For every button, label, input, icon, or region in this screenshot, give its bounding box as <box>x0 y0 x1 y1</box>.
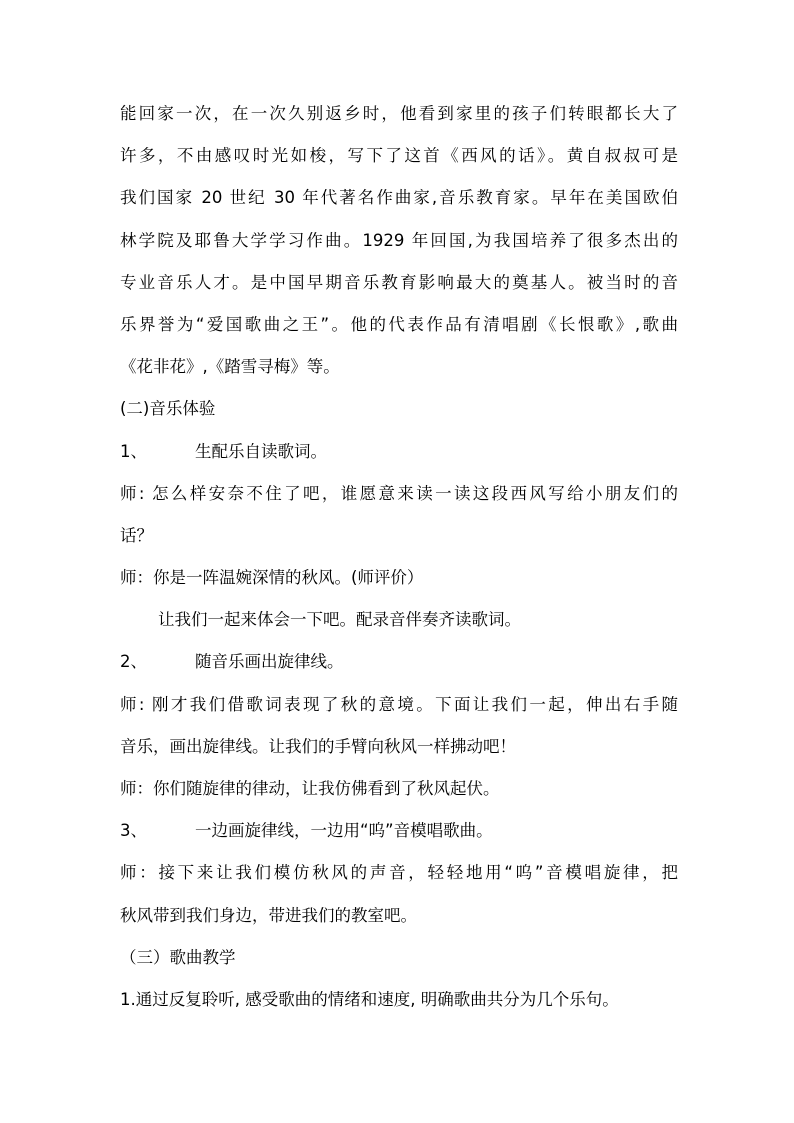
step-text: 一边画旋律线，一边用“呜”音模唱歌曲。 <box>195 821 493 841</box>
teacher-paragraph <box>120 852 678 936</box>
paragraph-line: 我们国家 20 世纪 30 年代著名作曲家,音乐教育家。早年在美国欧伯 <box>120 188 678 208</box>
step-number: 3、 <box>120 821 147 841</box>
step-number: 2、 <box>120 652 147 672</box>
paragraph-line: 话？ <box>120 525 153 545</box>
paragraph-line: 师: 刚才我们借歌词表现了秋的意境。下面让我们一起，伸出右手随 <box>120 694 678 714</box>
paragraph-line: 许多，不由感叹时光如梭，写下了这首《西风的话》。黄自叔叔可是 <box>120 146 678 166</box>
intro-paragraph <box>120 93 678 388</box>
step-1 <box>120 431 678 473</box>
step-number: 1、 <box>120 441 147 461</box>
paragraph-line: 乐界誉为“爱国歌曲之王”。他的代表作品有清唱剧《长恨歌》,歌曲 <box>120 314 678 334</box>
paragraph-line: 《花非花》,《踏雪寻梅》等。 <box>120 357 340 377</box>
step-text: 生配乐自读歌词。 <box>195 441 327 461</box>
teacher-line: 师：你们随旋律的律动，让我仿佛看到了秋风起伏。 <box>120 779 500 798</box>
paragraph-line: 音乐，画出旋律线。让我们的手臂向秋风一样拂动吧！ <box>120 736 516 756</box>
paragraph-line: 专业音乐人才。是中国早期音乐教育影响最大的奠基人。被当时的音 <box>120 272 678 292</box>
paragraph-line: 秋风带到我们身边，带进我们的教室吧。 <box>120 905 417 925</box>
teacher-paragraph <box>120 684 678 768</box>
step-3 <box>120 810 678 852</box>
paragraph-line: 林学院及耶鲁大学学习作曲。1929 年回国,为我国培养了很多杰出的 <box>120 230 678 250</box>
step-text: 随音乐画出旋律线。 <box>195 652 344 672</box>
teacher-line: 师：你是一阵温婉深情的秋风。(师评价） <box>120 568 424 588</box>
paragraph-line: 能回家一次，在一次久别返乡时，他看到家里的孩子们转眼都长大了 <box>120 104 678 123</box>
teacher-paragraph <box>120 473 678 557</box>
paragraph-line: 师: 怎么样安奈不住了吧，谁愿意来读一读这段西风写给小朋友们的 <box>120 483 678 503</box>
step-2 <box>120 641 678 683</box>
document-body <box>120 93 678 1021</box>
numbered-item: 1.通过反复聆听, 感受歌曲的情绪和速度, 明确歌曲共分为几个乐句。 <box>120 989 619 1009</box>
indented-line: 让我们一起来体会一下吧。配录音伴奏齐读歌词。 <box>158 610 521 630</box>
paragraph-line: 师：接下来让我们模仿秋风的声音，轻轻地用“呜”音模唱旋律，把 <box>120 863 678 883</box>
section-heading-music-experience: (二)音乐体验 <box>120 399 216 419</box>
section-heading-song-teaching: （三）歌曲教学 <box>120 947 236 967</box>
